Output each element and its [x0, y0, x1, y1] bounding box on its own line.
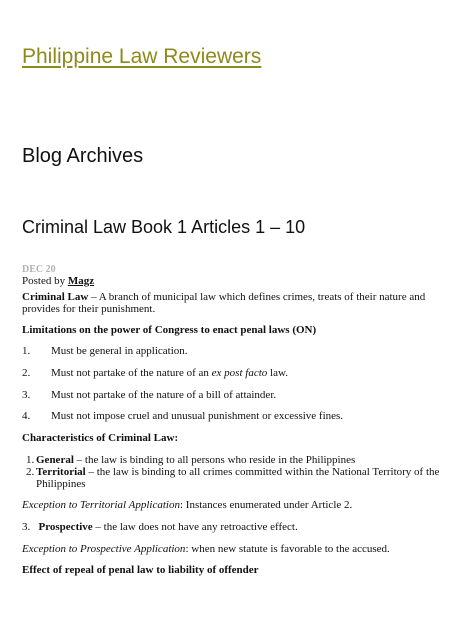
post-title[interactable]: Criminal Law Book 1 Articles 1 – 10: [22, 217, 306, 237]
characteristic-text: [26, 466, 446, 490]
characteristic-description: – the law is binding to all crimes committed within the National Territory of the Philippines: [36, 466, 440, 490]
prospective-term: Prospective: [38, 521, 93, 533]
characteristic-term: General: [36, 454, 74, 466]
byline-prefix: Posted by: [22, 275, 68, 287]
limitation-text: Must not impose cruel and unusual punishment or excessive fines.: [51, 410, 344, 422]
limitation-number: 2.: [22, 367, 31, 379]
site-title-link[interactable]: Philippine Law Reviewers: [22, 45, 262, 68]
characteristic-number: 2.: [26, 466, 35, 478]
limitation-text-post: law.: [267, 367, 288, 379]
post-byline: [22, 275, 94, 288]
characteristic-description: – the law is binding to all persons who reside in the Philippines: [73, 454, 356, 466]
archive-heading: Blog Archives: [22, 145, 144, 167]
prospective-number: 3.: [22, 521, 31, 533]
territorial-exception: [22, 499, 442, 511]
limitation-text: [51, 367, 288, 380]
territorial-exception-label: Exception to Territorial Application: [22, 499, 180, 511]
territorial-exception-text: : Instances enumerated under Article 2.: [179, 499, 353, 511]
author-link[interactable]: Magz: [67, 275, 95, 287]
limitation-text-pre: Must not partake of the nature of an: [51, 367, 212, 379]
limitation-number: 3.: [22, 389, 31, 401]
prospective-exception-text: : when new statute is favorable to the accused.: [185, 543, 390, 555]
prospective-text: – the law does not have any retroactive effect.: [92, 521, 298, 533]
prospective-exception-label: Exception to Prospective Application: [22, 543, 186, 555]
limitation-text: Must be general in application.: [51, 345, 188, 357]
limitations-heading: Limitations on the power of Congress to enact penal laws (ON): [22, 324, 317, 336]
characteristics-heading: Characteristics of Criminal Law:: [22, 432, 179, 444]
limitation-text: Must not partake of the nature of a bill of attainder.: [51, 389, 277, 401]
characteristic-number: 1.: [26, 454, 35, 466]
limitation-number: 1.: [22, 345, 31, 357]
characteristic-item: [26, 466, 446, 490]
definition-text: – A branch of municipal law which defines crimes, treats of their nature and provides for their punishment.: [22, 291, 426, 315]
definition-term: Criminal Law: [22, 291, 89, 303]
limitation-text-emphasis: ex post facto: [211, 367, 268, 379]
definition-paragraph: [22, 291, 442, 315]
post-date: DEC 20: [22, 264, 56, 275]
prospective-item: [22, 521, 442, 533]
repeal-heading: Effect of repeal of penal law to liability of offender: [22, 564, 259, 576]
characteristic-text: [26, 454, 446, 466]
limitation-number: 4.: [22, 410, 31, 422]
characteristic-item: [26, 454, 446, 466]
characteristic-term: Territorial: [36, 466, 86, 478]
prospective-exception: [22, 543, 442, 555]
